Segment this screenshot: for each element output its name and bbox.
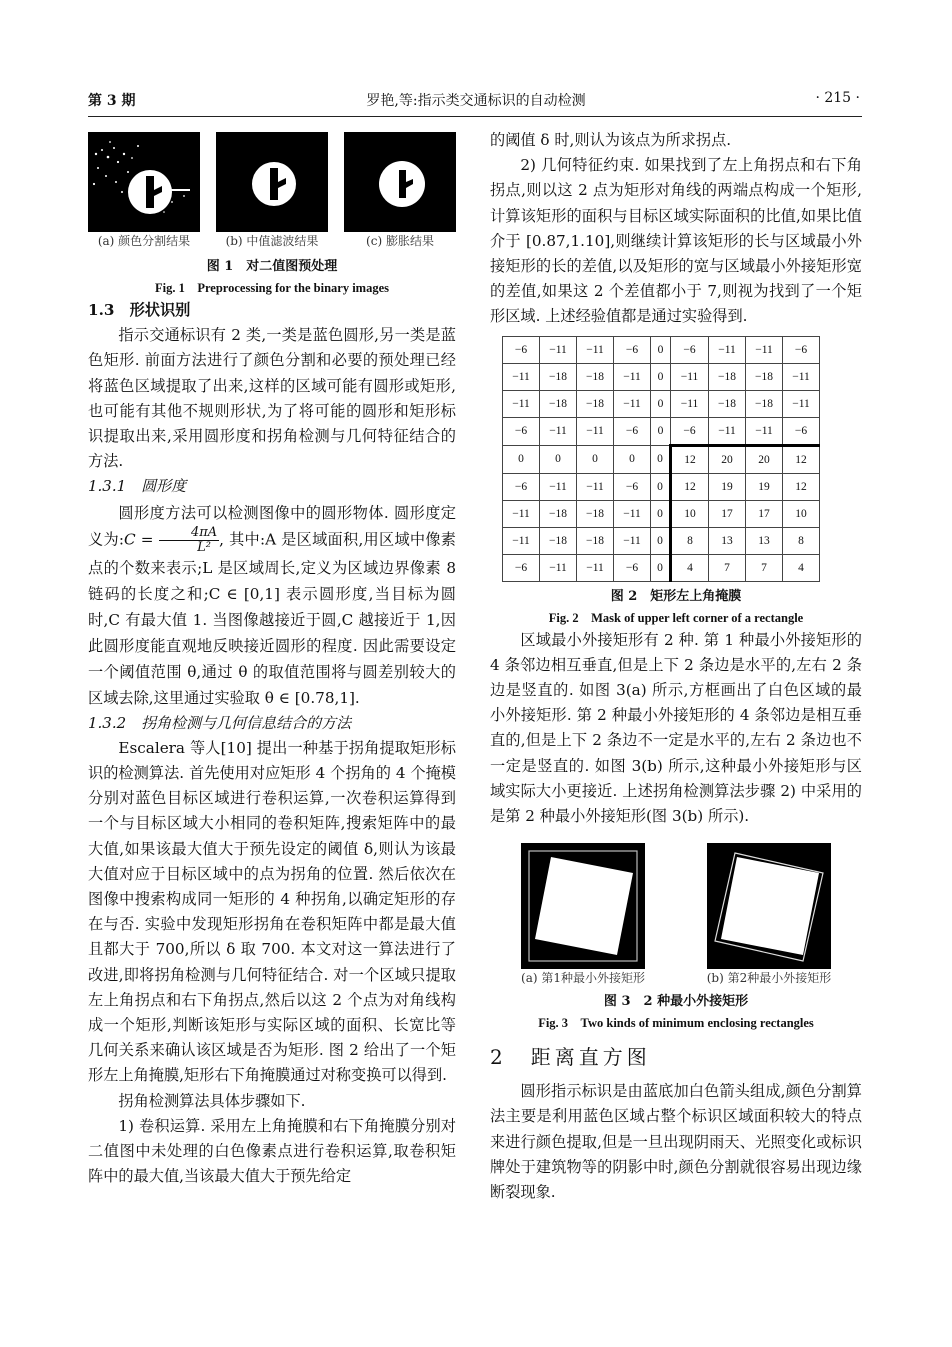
mask-cell: 7: [746, 554, 783, 581]
paragraph-min-rect: 区域最小外接矩形有 2 种. 第 1 种最小外接矩形的 4 条邻边相互垂直,但是上下 2 条边是水平的,左右 2 条边是竖直的. 如图 3(a) 所示,方框画出了白色区域的最小外接矩形. 第 2 种最小外接矩形的 4 条邻边是相互垂直的,但是上下 2 条边不一定是水平的,左右 2 条边也不一定是竖直的. 如图 3(b) 所示,这种最小外接矩形与区域实际大小更接近. 上述拐角检测算法步骤 2) 中采用的是第 2 种最小外接矩形(图 3(b) 所示).: [490, 630, 862, 826]
mask-cell: −6: [614, 336, 651, 363]
mask-cell: −11: [503, 363, 540, 390]
mask-cell: −18: [540, 500, 577, 527]
mask-cell: −11: [783, 363, 820, 390]
mask-cell: 0: [651, 473, 671, 500]
mask-cell: 0: [651, 527, 671, 554]
mask-cell: −11: [503, 390, 540, 417]
mask-row: [503, 417, 820, 445]
figure-3-caption-cn: 图 3 2 种最小外接矩形: [603, 994, 749, 1010]
mask-row: [503, 500, 820, 527]
mask-cell: 12: [671, 445, 709, 473]
mask-cell: 20: [709, 445, 746, 473]
mask-cell: −11: [540, 473, 577, 500]
mask-cell: −18: [577, 363, 614, 390]
figure-1a-subcaption: (a) 颜色分割结果: [97, 234, 191, 248]
mask-row: [503, 473, 820, 500]
figure-1a: [88, 132, 200, 250]
mask-cell: −11: [540, 336, 577, 363]
mask-cell: −11: [503, 527, 540, 554]
mask-cell: −11: [671, 390, 709, 417]
mask-cell: 0: [651, 336, 671, 363]
mask-cell: 17: [709, 500, 746, 527]
mask-cell: 0: [503, 445, 540, 473]
mask-cell: −11: [540, 554, 577, 581]
figure-3b-image: [707, 843, 831, 969]
formula-numerator: 4πA: [159, 526, 220, 541]
mask-cell: 0: [651, 500, 671, 527]
section-1-3-title: 1.3 形状识别: [88, 301, 191, 319]
mask-cell: −18: [577, 500, 614, 527]
paragraph-step-1-cont: 的阈值 δ 时,则认为该点为所求拐点.: [490, 131, 732, 149]
figure-1-caption-en: Fig. 1 Preprocessing for the binary images: [154, 281, 389, 295]
mask-cell: −18: [540, 527, 577, 554]
figure-3a-image: [521, 843, 645, 969]
mask-cell: −11: [746, 417, 783, 445]
paragraph-step-2: 2) 几何特征约束. 如果找到了左上角拐点和右下角拐点,则以这 2 点为矩形对角线的两端点构成一个矩形,计算该矩形的面积与目标区域实际面积的比值,如果比值介于 [0.87,1.10],则继续计算该矩形的长与区域最小外接矩形的长的差值,以及矩形的宽与区域最小外接矩形宽的差值,如果这 2 个差值都小于 7,则视为找到了一个矩形区域. 上述经验值都是通过实验得到.: [490, 156, 862, 326]
mask-cell: −18: [540, 363, 577, 390]
mask-cell: −11: [614, 390, 651, 417]
mask-row: [503, 527, 820, 554]
mask-cell: 8: [783, 527, 820, 554]
paragraph-corner-detection: Escalera 等人[10] 提出一种基于拐角提取矩形标识的检测算法. 首先使用对应矩形 4 个拐角的 4 个掩模分别对蓝色目标区域进行卷积运算,一次卷积运算得到一个与目标区域大小相同的卷积矩阵,搜索矩阵中的最大值,如果该最大值大于预先设定的阈值 δ,则认为该最大值对应于目标区域中的点为拐角的位置. 然后依次在图像中搜索构成同一矩形的 4 种拐角,以确定矩形的存在与否. 实验中发现矩形拐角在卷积矩阵中都是最大值且都大于 700,所以 δ 取 700. 本文对这一算法进行了改进,即将拐角检测与几何特征结合. 对一个区域只提取左上角拐点和右下角拐点,然后以这 2 个点为对角线构成一个矩形,判断该矩形与实际区域的面积、长宽比等几何关系来确认该区域是否为矩形. 图 2 给出了一个矩形左上角掩膜,矩形右下角掩膜通过对称变换可以得到.: [88, 738, 456, 1085]
mask-cell: 19: [709, 473, 746, 500]
mask-cell: −11: [614, 500, 651, 527]
figure-1b-image: [216, 132, 328, 232]
figure-3b-subcaption: (b) 第2种最小外接矩形: [706, 971, 832, 986]
mask-cell: −11: [503, 500, 540, 527]
mask-cell: −18: [709, 390, 746, 417]
mask-cell: 19: [746, 473, 783, 500]
circularity-text-a: 圆形度方法可以检测图像中的圆形物体. 圆形度定义为:: [88, 503, 456, 549]
mask-cell: 10: [671, 500, 709, 527]
mask-cell: 12: [783, 473, 820, 500]
mask-cell: −6: [503, 473, 540, 500]
mask-cell: −6: [783, 417, 820, 445]
mask-cell: 13: [746, 527, 783, 554]
mask-cell: −11: [614, 363, 651, 390]
figure-1b-subcaption: (b) 中值滤波结果: [225, 234, 319, 248]
mask-cell: 0: [651, 445, 671, 473]
mask-cell: −6: [503, 336, 540, 363]
section-2-title: 2 距离直方图: [490, 1045, 651, 1070]
mask-row: [503, 445, 820, 473]
mask-cell: −11: [577, 554, 614, 581]
mask-cell: −18: [709, 363, 746, 390]
mask-cell: −18: [540, 390, 577, 417]
paragraph-steps-intro: 拐角检测算法具体步骤如下.: [118, 1091, 306, 1110]
mask-cell: 12: [671, 473, 709, 500]
mask-cell: −18: [577, 390, 614, 417]
section-1-3-1-title: 1.3.1 圆形度: [88, 477, 187, 496]
figure-1c-image: [344, 132, 456, 232]
mask-cell: 12: [783, 445, 820, 473]
mask-cell: −11: [577, 473, 614, 500]
mask-cell: −11: [614, 527, 651, 554]
mask-cell: −18: [746, 363, 783, 390]
circularity-formula: [159, 526, 220, 555]
mask-row: [503, 554, 820, 581]
mask-cell: 8: [671, 527, 709, 554]
mask-cell: −6: [503, 417, 540, 445]
mask-cell: 7: [709, 554, 746, 581]
mask-cell: −18: [577, 527, 614, 554]
mask-cell: 4: [783, 554, 820, 581]
mask-cell: −6: [671, 417, 709, 445]
mask-cell: 0: [577, 445, 614, 473]
figure-1b: [216, 132, 328, 250]
figure-3b: [689, 843, 849, 987]
mask-cell: −11: [709, 336, 746, 363]
left-column: [88, 128, 456, 1189]
paragraph-step-1: 1) 卷积运算. 采用左上角掩膜和右下角掩膜分别对二值图中未处理的白色像素点进行卷积运算,取卷积矩阵中的最大值,当该最大值大于预先给定: [88, 1116, 456, 1186]
header-rule: [88, 116, 862, 117]
running-title: 罗艳,等:指示类交通标识的自动检测: [366, 93, 586, 109]
mask-cell: −6: [503, 554, 540, 581]
mask-cell: −11: [783, 390, 820, 417]
mask-cell: −6: [671, 336, 709, 363]
mask-cell: −11: [671, 363, 709, 390]
figure-1: [88, 132, 456, 250]
figure-1c: [344, 132, 456, 250]
mask-cell: 0: [651, 363, 671, 390]
mask-cell: −6: [614, 473, 651, 500]
mask-cell: −11: [709, 417, 746, 445]
right-column: [490, 128, 862, 1205]
mask-cell: −6: [614, 554, 651, 581]
figure-1-caption-cn: 图 1 对二值图预处理: [206, 259, 338, 274]
mask-row: [503, 336, 820, 363]
figure-3: [490, 843, 862, 987]
mask-cell: −18: [746, 390, 783, 417]
formula-denominator: L²: [197, 539, 211, 555]
mask-cell: 0: [651, 390, 671, 417]
paragraph-distance-histogram: 圆形指示标识是由蓝底加白色箭头组成,颜色分割算法主要是利用蓝色区域占整个标识区域面积较大的特点来进行颜色提取,但是一旦出现阴雨天、光照变化或标识牌处于建筑物等的阴影中时,颜色分割就很容易出现边缘断裂现象.: [490, 1082, 862, 1202]
mask-cell: −11: [577, 336, 614, 363]
mask-cell: 17: [746, 500, 783, 527]
mask-cell: −11: [577, 417, 614, 445]
mask-cell: −6: [783, 336, 820, 363]
mask-cell: 0: [651, 554, 671, 581]
figure-3a-subcaption: (a) 第1种最小外接矩形: [521, 971, 645, 986]
paragraph-circularity: [88, 500, 456, 711]
figure-2-caption-en: Fig. 2 Mask of upper left corner of a rectangle: [548, 610, 804, 625]
figure-2-caption-cn: 图 2 矩形左上角掩膜: [610, 588, 742, 604]
formula-lhs: C =: [124, 530, 159, 549]
mask-cell: 20: [746, 445, 783, 473]
mask-row: [503, 390, 820, 417]
issue-number: 第 3 期: [88, 93, 136, 109]
figure-1c-subcaption: (c) 膨胀结果: [366, 234, 434, 248]
circularity-text-b: , 其中:A 是区域面积,用区域中像素点的个数来表示;L 是区域周长,定义为区域边界像素 8 链码的长度之和;C ∈ [0,1] 表示圆形度,当目标为圆时,C 有最大值 1. 当图像越接近于圆,C 越接近于 1,因此圆形度能直观地反映接近圆形的程度. 因此需要设定一个阈值范围 θ,通过 θ 的取值范围将与圆差别较大的区域去除,这里通过实验取 θ ∈ [0.78,1].: [88, 530, 456, 707]
mask-row: [503, 363, 820, 390]
mask-cell: −6: [614, 417, 651, 445]
mask-cell: 0: [614, 445, 651, 473]
page-number: · 215 ·: [815, 90, 860, 106]
mask-cell: −11: [540, 417, 577, 445]
paragraph-shape-intro: 指示交通标识有 2 类,一类是蓝色圆形,另一类是蓝色矩形. 前面方法进行了颜色分割和必要的预处理已经将蓝色区域提取了出来,这样的区域可能有圆形或矩形,也可能有其他不规则形状,为了将可能的圆形和矩形标识提取出来,采用圆形度和拐角检测与几何特征结合的方法.: [88, 326, 456, 471]
mask-cell: 10: [783, 500, 820, 527]
figure-3-caption-en: Fig. 3 Two kinds of minimum enclosing rectangles: [538, 1016, 814, 1031]
mask-cell: 13: [709, 527, 746, 554]
section-1-3-2-title: 1.3.2 拐角检测与几何信息结合的方法: [88, 713, 352, 732]
figure-3a: [503, 843, 663, 987]
mask-cell: 4: [671, 554, 709, 581]
mask-cell: 0: [651, 417, 671, 445]
figure-2-mask-table: [502, 336, 820, 582]
mask-cell: −11: [746, 336, 783, 363]
mask-cell: 0: [540, 445, 577, 473]
figure-1a-image: [88, 132, 200, 232]
